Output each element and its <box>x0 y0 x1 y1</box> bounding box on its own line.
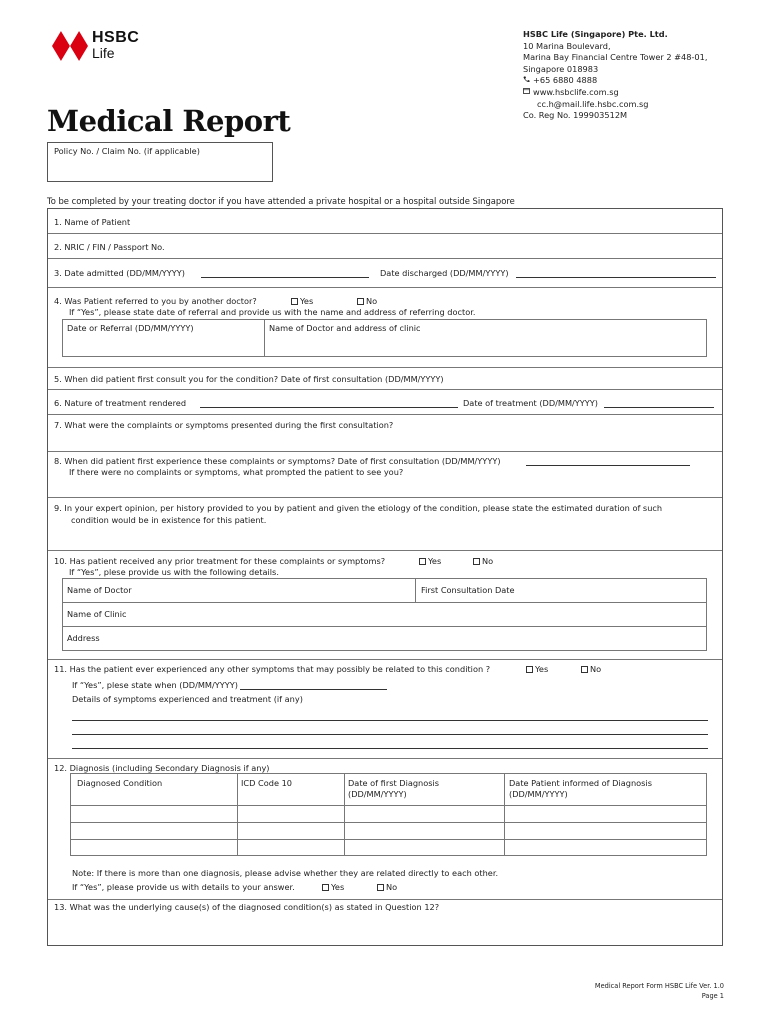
diagnosed-condition-header: Diagnosed Condition <box>77 778 163 788</box>
q4-yes-label: Yes <box>300 296 314 306</box>
q11-when-input[interactable] <box>240 689 387 690</box>
q4-no-label: No <box>366 296 378 306</box>
date-of-treatment-input[interactable] <box>604 407 714 408</box>
q12-note: Note: If there is more than one diagnosis, please advise whether they are related directly to each other. <box>72 868 499 878</box>
referral-table <box>62 319 707 357</box>
q11-when-label: If “Yes”, plese state when (DD/MM/YYYY) <box>72 680 238 690</box>
q10-no-option[interactable] <box>473 556 493 566</box>
checkbox-icon[interactable] <box>291 298 298 305</box>
q11-details-label: Details of symptoms experienced and treatment (if any) <box>72 694 303 704</box>
q4-sub-text: If “Yes”, please state date of referral and provide us with the name and address of referring doctor. <box>69 307 476 317</box>
q11-yes-label: Yes <box>535 664 549 674</box>
first-diagnosis-col <box>345 774 505 855</box>
address-row[interactable] <box>63 627 706 651</box>
q12-no-label: No <box>386 882 398 892</box>
icd-code-header: ICD Code 10 <box>241 778 293 788</box>
q10-label: 10. Has patient received any prior treatment for these complaints or symptoms? <box>54 556 386 566</box>
date-admitted-input[interactable] <box>201 277 369 278</box>
informed-diagnosis-header: Date Patient informed of Diagnosis (DD/MM/YYYY) <box>509 778 652 799</box>
diagnosis-row-divider <box>71 839 706 840</box>
details-line[interactable] <box>72 720 708 721</box>
company-reg: Co. Reg No. 199903512M <box>523 110 628 121</box>
q10-yes-option[interactable] <box>419 556 441 566</box>
page-title: Medical Report <box>47 104 291 138</box>
q4-label: 4. Was Patient referred to you by another doctor? <box>54 296 257 306</box>
doctor-row[interactable] <box>63 579 706 603</box>
form-version: Medical Report Form HSBC Life Ver. 1.0 <box>594 982 724 990</box>
checkbox-icon[interactable] <box>473 558 480 565</box>
q11-yes-option[interactable] <box>526 664 548 674</box>
icd-col <box>238 774 345 855</box>
company-web[interactable]: www.hsbclife.com.sg <box>533 86 619 97</box>
company-name: HSBC Life (Singapore) Pte. Ltd. <box>523 29 668 39</box>
policy-number-field[interactable] <box>47 142 273 182</box>
company-email[interactable]: cc.h@mail.life.hsbc.com.sg <box>537 98 649 109</box>
field-row-q9[interactable] <box>48 498 722 551</box>
q8-label: 8. When did patient first experience these complaints or symptoms? Date of first consultation (DD/MM/YYYY) <box>54 456 501 466</box>
q5-label: 5. When did patient first consult you for the condition? Date of first consultation (DD/MM/YYYY) <box>54 374 444 384</box>
field-row-q11 <box>48 660 722 759</box>
field-row-q4 <box>48 288 722 368</box>
first-diagnosis-header: Date of first Diagnosis (DD/MM/YYYY) <box>348 778 440 799</box>
checkbox-icon[interactable] <box>419 558 426 565</box>
referral-date-cell[interactable] <box>63 320 265 356</box>
field-row-q12 <box>48 759 722 900</box>
company-phone: +65 6880 4888 <box>533 75 598 86</box>
hsbc-hexagon-icon <box>52 31 88 61</box>
q11-label: 11. Has the patient ever experienced any other symptoms that may possibly be related to this condition ? <box>54 664 491 674</box>
medical-report-form <box>47 208 723 946</box>
q1-label: 1. Name of Patient <box>54 217 131 227</box>
first-consultation-label: First Consultation Date <box>421 585 515 595</box>
q13-label: 13. What was the underlying cause(s) of the diagnosed condition(s) as stated in Question 12? <box>54 902 440 912</box>
intro-text: To be completed by your treating doctor if you have attended a private hospital or a hospital outside Singapore <box>47 196 515 206</box>
address-line: Marina Bay Financial Centre Tower 2 #48-01, <box>523 52 708 63</box>
q10-no-label: No <box>482 556 494 566</box>
informed-col <box>505 774 708 855</box>
q4-yes-option[interactable] <box>291 296 313 306</box>
q7-label: 7. What were the complaints or symptoms presented during the first consultation? <box>54 420 394 430</box>
address-line: 10 Marina Boulevard, <box>523 40 611 51</box>
first-symptom-date-input[interactable] <box>526 465 690 466</box>
q10-sub-text: If “Yes”, plese provide us with the following details. <box>69 567 279 577</box>
field-row-q8 <box>48 452 722 498</box>
policy-label: Policy No. / Claim No. (if applicable) <box>54 146 200 156</box>
details-line[interactable] <box>72 734 708 735</box>
q3-admitted-label: 3. Date admitted (DD/MM/YYYY) <box>54 268 185 278</box>
q3-discharged-label: Date discharged (DD/MM/YYYY) <box>380 268 509 278</box>
details-line[interactable] <box>72 748 708 749</box>
address-line: Singapore 018983 <box>523 63 599 74</box>
hsbc-logo <box>52 30 172 64</box>
diagnosis-col <box>71 774 238 855</box>
field-row-q13[interactable] <box>48 900 722 946</box>
q12-yes-line: If “Yes”, please provide us with details to your answer. <box>72 882 295 892</box>
diagnosis-table <box>70 773 707 856</box>
field-row-q5[interactable] <box>48 368 722 390</box>
page-number: Page 1 <box>701 991 724 1000</box>
doctor-name-label: Name of Doctor <box>67 585 132 595</box>
q12-label: 12. Diagnosis (including Secondary Diagnosis if any) <box>54 763 270 773</box>
q10-yes-label: Yes <box>428 556 442 566</box>
q12-yes-label: Yes <box>331 882 345 892</box>
field-row-q2[interactable] <box>48 234 722 259</box>
prior-treatment-table <box>62 578 707 651</box>
q4-no-option[interactable] <box>357 296 377 306</box>
address-label: Address <box>67 633 100 643</box>
checkbox-icon[interactable] <box>526 666 533 673</box>
diagnosis-row-divider <box>71 822 706 823</box>
clinic-row[interactable] <box>63 603 706 627</box>
clinic-name-label: Name of Clinic <box>67 609 127 619</box>
field-row-q7[interactable] <box>48 415 722 452</box>
q11-no-label: No <box>590 664 602 674</box>
checkbox-icon[interactable] <box>322 884 329 891</box>
q2-label: 2. NRIC / FIN / Passport No. <box>54 242 165 252</box>
page-footer <box>595 982 724 1001</box>
referral-doctor-header: Name of Doctor and address of clinic <box>269 323 421 333</box>
nature-of-treatment-input[interactable] <box>200 407 458 408</box>
logo-brand: HSBC <box>92 29 140 46</box>
field-row-q10 <box>48 551 722 660</box>
q9-label: 9. In your expert opinion, per history provided to you by patient and given the etiology of the condition, please state the estimated duration of such <box>54 503 663 513</box>
q6-nature-label: 6. Nature of treatment rendered <box>54 398 187 408</box>
q9-label-cont: condition would be in existence for this patient. <box>71 515 267 525</box>
field-row-q6 <box>48 390 722 415</box>
checkbox-icon[interactable] <box>581 666 588 673</box>
logo-sub: Life <box>92 45 115 61</box>
referral-date-header: Date or Referral (DD/MM/YYYY) <box>67 323 194 333</box>
field-row-q3 <box>48 259 722 288</box>
company-address-block <box>523 29 707 122</box>
q12-no-option[interactable] <box>377 882 397 892</box>
q6-date-label: Date of treatment (DD/MM/YYYY) <box>463 398 598 408</box>
field-row-q1[interactable] <box>48 209 722 234</box>
q12-yes-option[interactable] <box>322 882 344 892</box>
date-discharged-input[interactable] <box>516 277 716 278</box>
phone-icon <box>523 75 530 82</box>
checkbox-icon[interactable] <box>377 884 384 891</box>
q8-sub-text: If there were no complaints or symptoms, what prompted the patient to see you? <box>69 467 404 477</box>
q11-no-option[interactable] <box>581 664 601 674</box>
web-icon <box>523 87 530 94</box>
checkbox-icon[interactable] <box>357 298 364 305</box>
